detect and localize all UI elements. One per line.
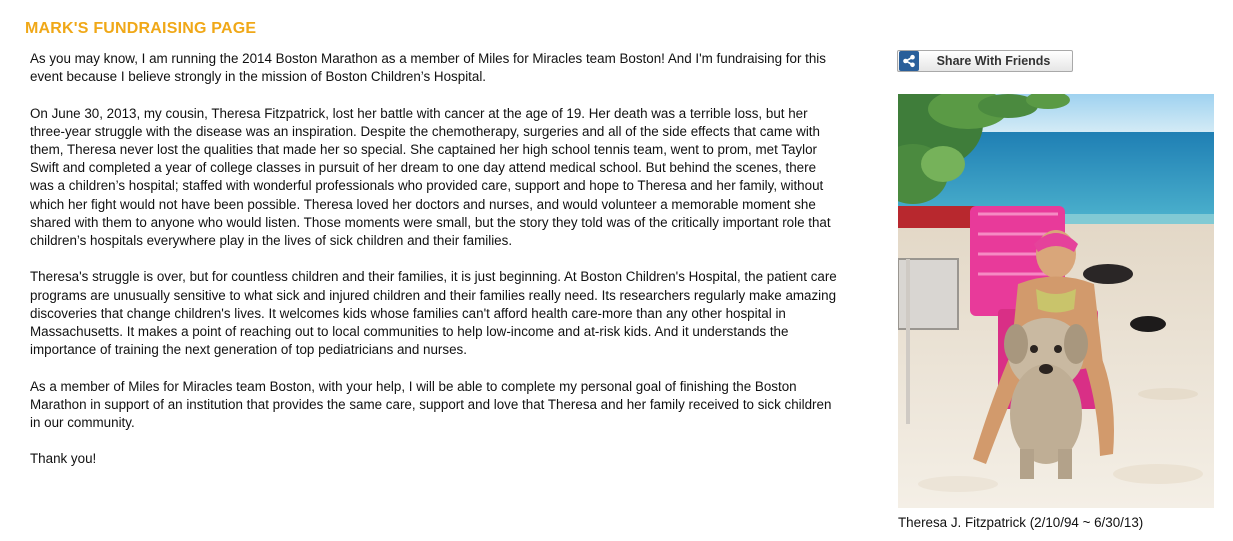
fundraising-story	[30, 50, 842, 487]
story-paragraph-4: As a member of Miles for Miracles team Boston, with your help, I will be able to complete my personal goal of finishing the Boston Marathon in support of an institution that provides the same care, support and love that Theresa and her family received to sick children in our community.	[30, 378, 832, 431]
story-paragraph-5: Thank you!	[30, 451, 97, 467]
share-with-friends-button[interactable]	[897, 50, 1073, 72]
page-title: MARK'S FUNDRAISING PAGE	[25, 20, 257, 37]
story-paragraph-3: Theresa's struggle is over, but for countless children and their families, it is just beginning. At Boston Children's Hospital, the patient care programs are unusually sensitive to what sick and injured children and their families really need. Its researchers regularly make amazing discoveries that change children's lives. It welcomes kids whose families can't afford health care-more than any other hospital in Massachusetts. It makes a point of reaching out to local communities to help low-income and at-risk kids. And it understands the importance of training the next generation of top pediatricians and nurses.	[30, 269, 837, 358]
memorial-photo	[898, 94, 1214, 508]
share-button-label: Share With Friends	[936, 54, 1051, 68]
story-paragraph-1: As you may know, I am running the 2014 Boston Marathon as a member of Miles for Miracles team Boston! And I'm fundraising for this event because I believe strongly in the mission of Boston Children’s Hospital.	[30, 51, 826, 85]
share-icon	[899, 51, 919, 71]
photo-caption: Theresa J. Fitzpatrick (2/10/94 ~ 6/30/13)	[898, 515, 1144, 530]
story-paragraph-2: On June 30, 2013, my cousin, Theresa Fitzpatrick, lost her battle with cancer at the age of 19. Her death was a terrible loss, but her three-year struggle with the disease was an inspiration. Despite the chemotherapy, surgeries and all of the side effects that came with them, Theresa never lost the qualities that made her so special. She captained her high school tennis team, went to prom, met Taylor Swift and completed a year of college classes in pursuit of her dream to one day attend medical school. But behind the scenes, there was a children’s hospital; staffed with wonderful professionals who provided care, support and hope to Theresa and her family, without which her fight would not have been possible. Theresa loved her doctors and nurses, and would volunteer a memorable moment she shared with them to anyone who would listen. Those moments were small, but the story they told was of the critically important role that children’s hospitals everywhere play in the lives of sick children and their families.	[30, 105, 831, 249]
